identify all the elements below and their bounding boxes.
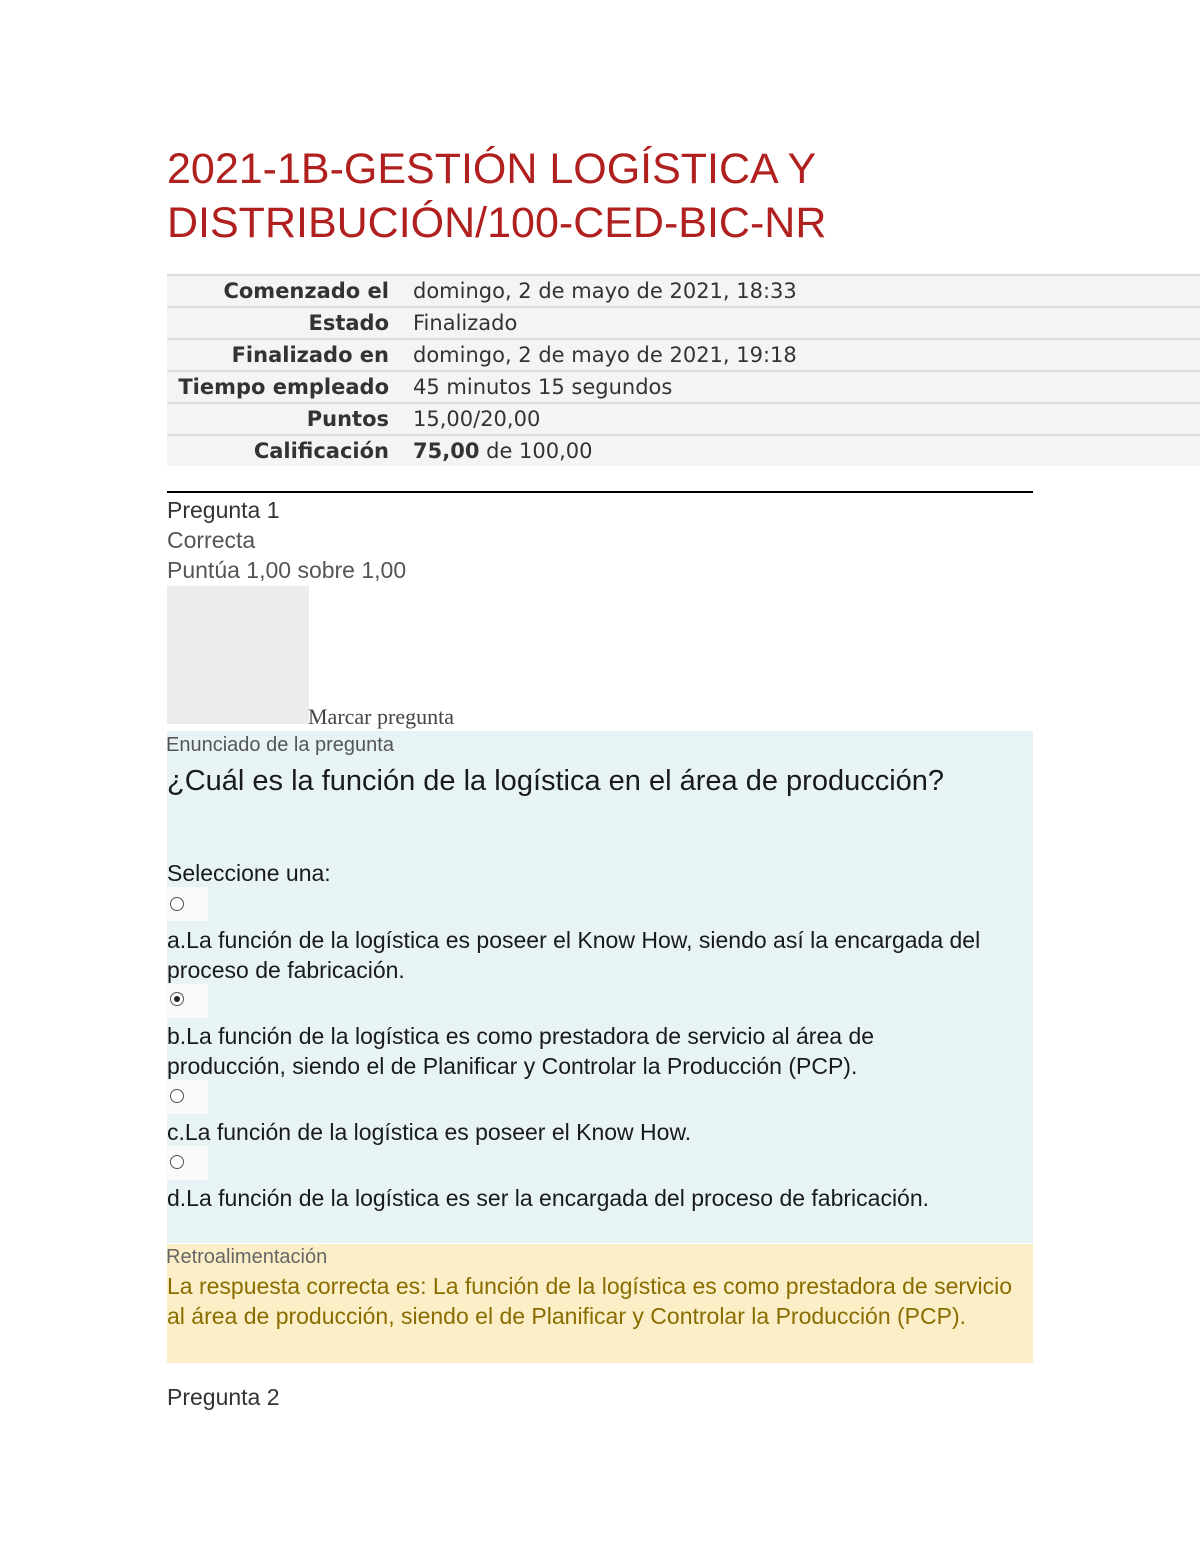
summary-row: [167, 371, 1200, 403]
question-text-label: Enunciado de la pregunta: [166, 734, 394, 756]
option-d-radio[interactable]: [170, 1155, 184, 1169]
question-grade: Puntúa 1,00 sobre 1,00: [167, 557, 407, 583]
question-text: ¿Cuál es la función de la logística en el área de producción?: [167, 765, 945, 797]
summary-row: [167, 307, 1200, 339]
question-state: Correcta: [167, 527, 256, 553]
summary-row: [167, 339, 1200, 371]
feedback-label: Retroalimentación: [166, 1246, 328, 1268]
grade-value: 75,00: [413, 439, 480, 463]
summary-divider: [167, 491, 1033, 493]
grade-label: Calificación: [253, 439, 389, 463]
option-b-label: b.La función de la logística es como prestadora de servicio al área de producción, siendo el de Planificar y Controlar la Producción (PCP).: [167, 1023, 875, 1079]
summary-value: 15,00/20,00: [413, 407, 541, 431]
option-a-radio[interactable]: [170, 897, 184, 911]
option-d-label: d.La función de la logística es ser la encargada del proceso de fabricación.: [167, 1185, 930, 1211]
option-c-label: c.La función de la logística es poseer el Know How.: [167, 1119, 692, 1145]
option-a-label: a.La función de la logística es poseer el Know How, siendo así la encargada del proceso de fabricación.: [167, 927, 981, 983]
question-content-box: [167, 731, 1033, 1243]
option-b-radio[interactable]: [170, 992, 184, 1006]
flag-icon[interactable]: [167, 586, 309, 724]
question-2-number: Pregunta 2: [167, 1384, 280, 1410]
option-c-radio[interactable]: [170, 1089, 184, 1103]
summary-label: Tiempo empleado: [178, 375, 389, 399]
question-number: Pregunta 1: [167, 497, 280, 523]
summary-value: Finalizado: [413, 311, 518, 335]
answer-prompt: Seleccione una:: [167, 860, 331, 886]
grade-suffix: de 100,00: [479, 439, 593, 463]
summary-label: Finalizado en: [231, 343, 389, 367]
summary-value: 45 minutos 15 segundos: [413, 375, 673, 399]
summary-row: [167, 275, 1200, 307]
feedback-text: La respuesta correcta es: La función de la logística es como prestadora de servicio al área de producción, siendo el de Planificar y Controlar la Producción (PCP).: [167, 1273, 1013, 1329]
summary-value: domingo, 2 de mayo de 2021, 18:33: [413, 279, 797, 303]
flag-question-link[interactable]: Marcar pregunta: [308, 704, 454, 729]
summary-value: domingo, 2 de mayo de 2021, 19:18: [413, 343, 797, 367]
page-title: 2021-1B-GESTIÓN LOGÍSTICA Y DISTRIBUCIÓN/100-CED-BIC-NR: [167, 145, 827, 247]
summary-row-grade: [167, 435, 1200, 466]
summary-row: [167, 403, 1200, 435]
summary-label: Comenzado el: [223, 279, 389, 303]
grade-cell: [401, 435, 1200, 466]
summary-label: Estado: [308, 311, 389, 335]
attempt-summary-table: [167, 274, 1200, 466]
summary-label: Puntos: [306, 407, 389, 431]
question-info: [167, 495, 406, 585]
